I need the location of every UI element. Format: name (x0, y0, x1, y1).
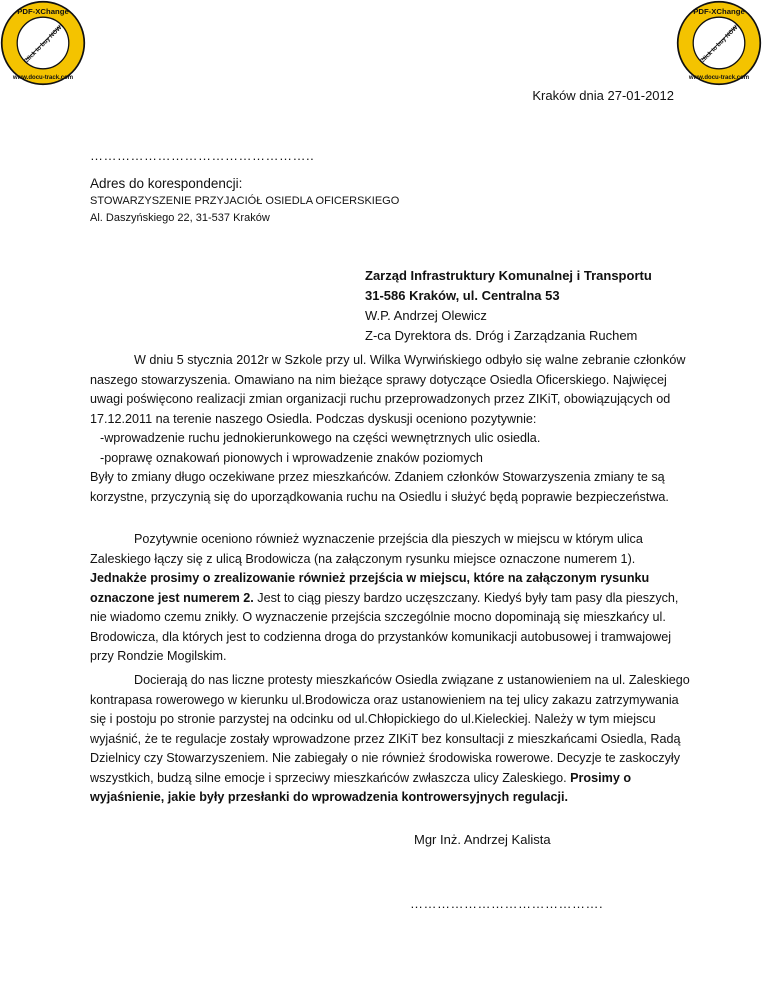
paragraph-2-request: Jednakże prosimy o zrealizowanie również przejścia w miejscu, które na załączonym rysunku oznaczone jest numerem 2. (90, 571, 650, 605)
recipient-address: 31-586 Kraków, ul. Centralna 53 (365, 288, 560, 303)
badge-middle-text: Click to buy NOW! (699, 23, 741, 65)
paragraph-3-text: Docierają do nas liczne protesty mieszkańców Osiedla związane z ustanowieniem na ul. Zaleskiego kontrapasa rowerowego w kierunku ul.Brodowicza oraz ustanowieniem na tej ulicy zakazu zatrzymywania się i postoju po stronie parzystej na odcinku od ul.Chłopickiego do ul.Kieleckiej. Należy w tym miejscu wyjaśnić, że te regulacje zostały wprowadzone przez ZIKiT bez konsultacji z mieszkańcami Osiedla, Radą Dzielnicy czy Stowarzyszeniem. Nie zabiegały o nie również środowiska rowerowe. Decyzje te zaskoczyły wszystkich, budzą silne emocje i sprzeciwy mieszkańców zwłaszcza ulicy Zaleskiego. (90, 673, 690, 785)
letter-date: Kraków dnia 27-01-2012 (532, 88, 674, 103)
pdf-xchange-badge-right[interactable] (676, 0, 762, 86)
signature-dotted-line: ……………………………………. (410, 896, 604, 911)
badge-middle-text: Click to buy NOW! (23, 23, 65, 65)
paragraph-1-conclusion: Były to zmiany długo oczekiwane przez mieszkańców. Zdaniem członków Stowarzyszenia zmiany te są korzystne, przyczynią się do uporządkowania ruchu na Osiedlu i służyć będą poprawie bezpieczeństwa. (90, 470, 669, 504)
recipient-organization: Zarząd Infrastruktury Komunalnej i Transportu (365, 268, 652, 283)
recipient-person: W.P. Andrzej Olewicz (365, 308, 487, 323)
sender-address: Al. Daszyńskiego 22, 31-537 Kraków (90, 212, 270, 224)
pdf-xchange-badge-left[interactable] (0, 0, 86, 86)
paragraph-3 (90, 671, 690, 808)
badge-bottom-text: www.docu-track.com (12, 75, 74, 82)
signature-name: Mgr Inż. Andrzej Kalista (414, 832, 551, 847)
sender-name: STOWARZYSZENIE PRZYJACIÓŁ OSIEDLA OFICERSKIEGO (90, 195, 400, 207)
bullet-road-markings: -poprawę oznakowań pionowych i wprowadzenie znaków poziomych (100, 450, 483, 465)
recipient-position: Z-ca Dyrektora ds. Dróg i Zarządzania Ruchem (365, 328, 638, 343)
paragraph-1 (90, 351, 690, 507)
paragraph-3-request: Prosimy o wyjaśnienie, jakie były przesłanki do wprowadzenia kontrowersyjnych regulacji. (90, 770, 632, 804)
dotted-line-top: ………………………………………….. (90, 148, 315, 163)
badge-top-text: PDF-XChange (17, 6, 69, 16)
paragraph-2-rest: Jest to ciąg pieszy bardzo uczęszczany. Kiedyś były tam pasy dla pieszych, nie wiadomo czemu znikły. O wyznaczenie przejścia szczególnie mocno dopominają się mieszkańcy ul. Brodowicza, dla których jest to codzienna droga do przystanków komunikacji autobusowej i tramwajowej przy Rondzie Mogilskim. (90, 590, 679, 663)
badge-bottom-text: www.docu-track.com (688, 75, 750, 82)
bullet-one-way-traffic: -wprowadzenie ruchu jednokierunkowego na części wewnętrznych ulic osiedla. (100, 431, 541, 445)
badge-top-text: PDF-XChange (693, 6, 745, 16)
correspondence-address-title: Adres do korespondencji: (90, 176, 243, 191)
paragraph-2-intro: Pozytywnie oceniono również wyznaczenie przejścia dla pieszych w miejscu w którym ulica Zaleskiego łączy się z ulicą Brodowicza (na załączonym rysunku miejsce oznaczone numerem 1). (90, 532, 643, 566)
paragraph-2 (90, 530, 690, 667)
paragraph-1-text: W dniu 5 stycznia 2012r w Szkole przy ul. Wilka Wyrwińskiego odbyło się walne zebranie członków naszego stowarzyszenia. Omawiano na nim bieżące sprawy dotyczące Osiedla Oficerskiego. Najwięcej uwagi poświęcono realizacji zmian organizacji ruchu przeprowadzonych przez ZIKiT, obowiązujących od 17.12.2011 na terenie naszego Osiedla. Podczas dyskusji oceniono pozytywnie: (90, 353, 686, 426)
